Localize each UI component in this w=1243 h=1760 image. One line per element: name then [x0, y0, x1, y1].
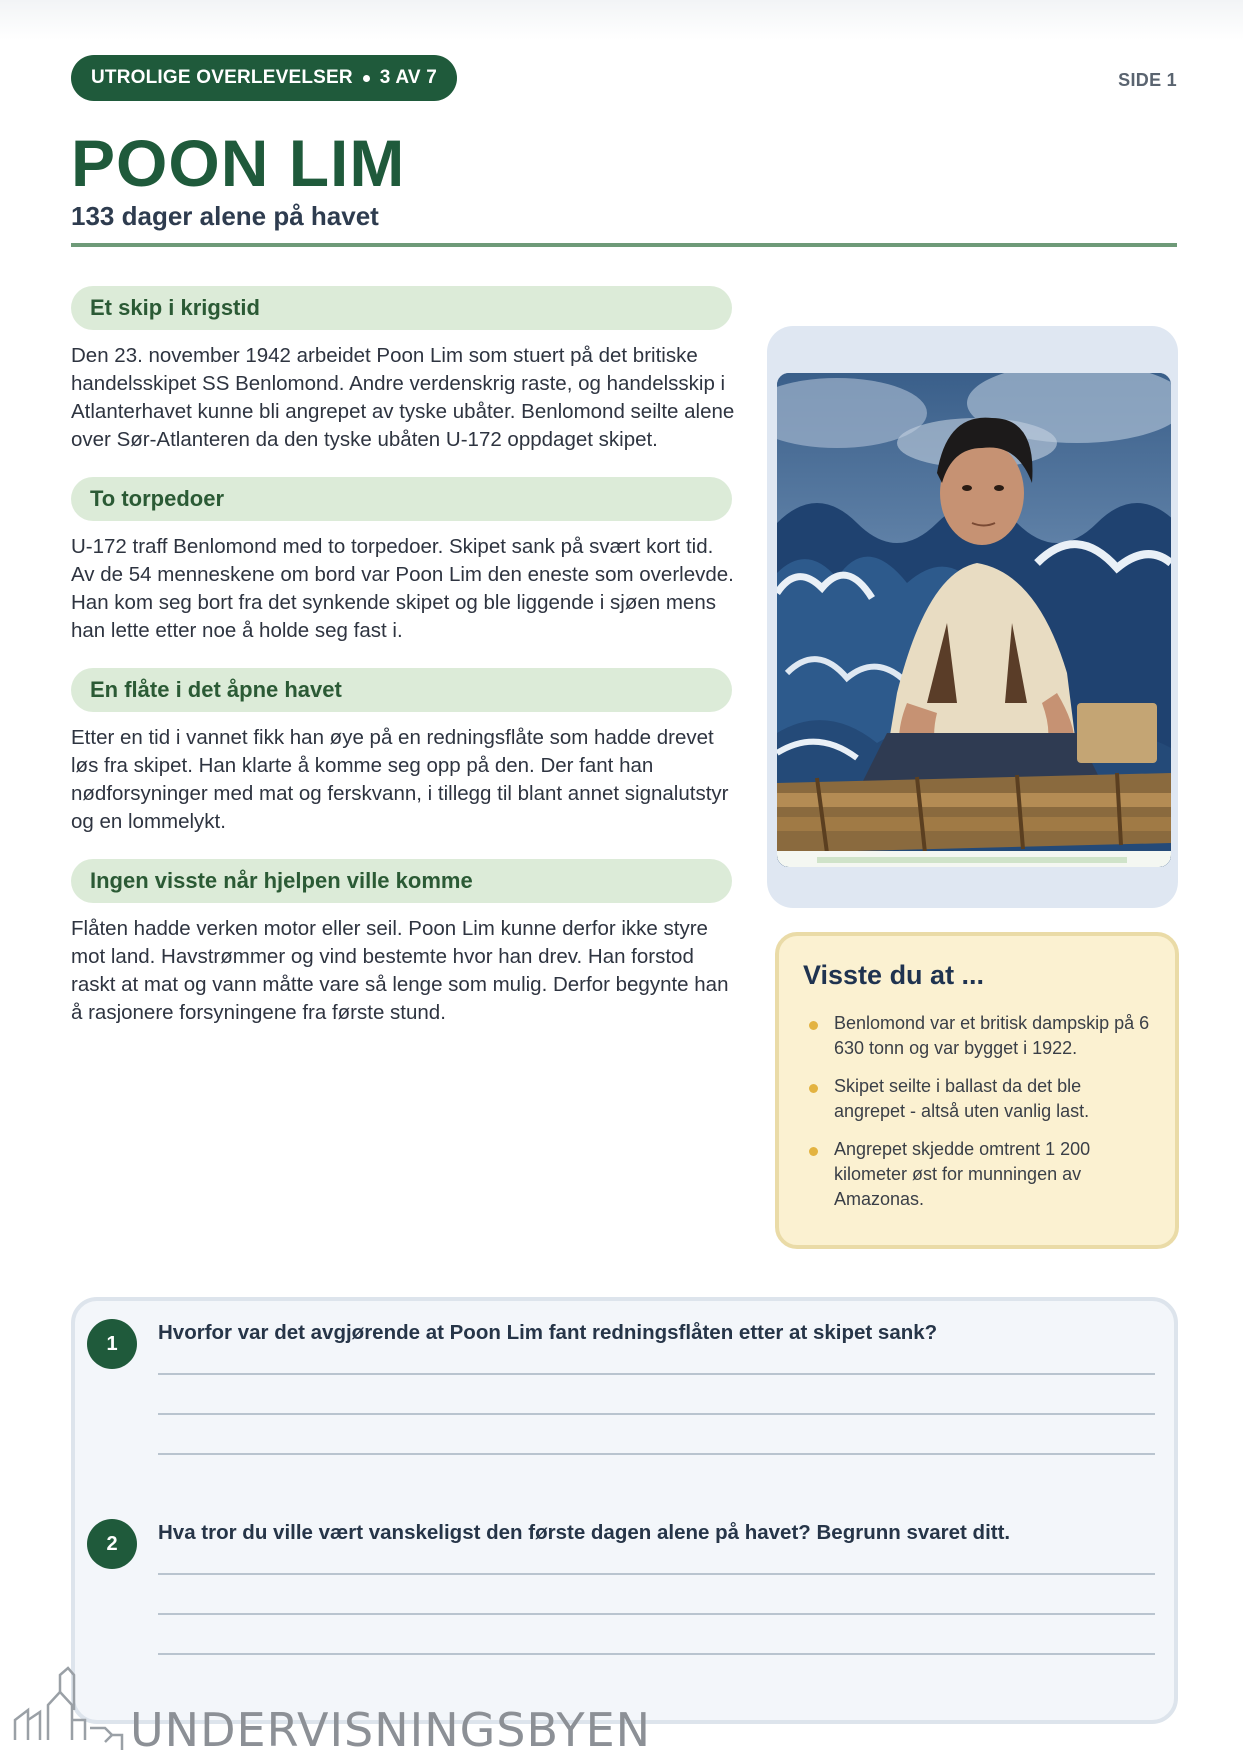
fact-box-title: Visste du at ...: [803, 960, 985, 990]
section-heading-text: Ingen visste når hjelpen ville komme: [90, 868, 473, 893]
page-title: POON LIM: [71, 126, 406, 200]
fact-box: [775, 932, 1179, 1249]
section-text-2: U-172 traff Benlomond med to torpedoer. Skipet sank på svært kort tid. Av de 54 menneskene om bord var Poon Lim den eneste som overlevde. Han kom seg bort fra det synkende skipet og ble liggende i sjøen mens han lette etter noe å holde seg fast i.: [71, 535, 734, 642]
section-text-3: Etter en tid i vannet fikk han øye på en redningsflåte som hadde drevet løs fra skipet. Han klarte å komme seg opp på den. Der fant han nødforsyninger med mat og ferskvann, i tillegg til blant annet signalutstyr og en lommelykt.: [71, 726, 729, 833]
brand-name: UNDERVISNINGSBYEN: [130, 1703, 652, 1757]
section-heading-1: [71, 286, 732, 330]
fact-item: Skipet seilte i ballast da det ble angrepet - altså uten vanlig last.: [803, 1074, 1151, 1124]
answer-line[interactable]: [158, 1373, 1155, 1375]
question-number-badge: 1: [87, 1319, 137, 1369]
illustration-svg: [777, 373, 1171, 867]
answer-line[interactable]: [158, 1453, 1155, 1455]
separator-dot-icon: [363, 75, 370, 82]
question-number-badge: 2: [87, 1519, 137, 1569]
page-number: SIDE 1: [1118, 70, 1177, 90]
series-label: UTROLIGE OVERLEVELSER: [91, 67, 353, 88]
section-text-1: Den 23. november 1942 arbeidet Poon Lim som stuert på det britiske handelsskipet SS Benlomond. Andre verdenskrig raste, og handelsskip i Atlanterhavet kunne bli angrepet av tyske ubåter. Benlomond seilte alene over Sør-Atlanteren da den tyske ubåten U-172 oppdaget skipet.: [71, 344, 735, 451]
fact-item: Benlomond var et britisk dampskip på 6 630 tonn og var bygget i 1922.: [803, 1011, 1151, 1061]
top-shade: [0, 0, 1243, 40]
page-subtitle: 133 dager alene på havet: [71, 201, 379, 231]
series-badge: [71, 55, 457, 101]
title-divider: [71, 243, 1177, 247]
answer-line[interactable]: [158, 1573, 1155, 1575]
illustration-castaway-on-raft: [777, 373, 1171, 867]
fact-item: Angrepet skjedde omtrent 1 200 kilometer øst for munningen av Amazonas.: [803, 1137, 1151, 1212]
section-heading-3: [71, 668, 732, 712]
section-heading-2: [71, 477, 732, 521]
series-part: 3 AV 7: [379, 67, 437, 88]
question-text-1: Hvorfor var det avgjørende at Poon Lim fant redningsflåten etter at skipet sank?: [158, 1321, 938, 1344]
answer-line[interactable]: [158, 1413, 1155, 1415]
question-text-2: Hva tror du ville vært vanskeligst den første dagen alene på havet? Begrunn svaret ditt.: [158, 1521, 1011, 1544]
section-heading-text: En flåte i det åpne havet: [90, 677, 342, 702]
section-text-4: Flåten hadde verken motor eller seil. Poon Lim kunne derfor ikke styre mot land. Havstrømmer og vind bestemte hvor han drev. Han forstod raskt at mat og vann måtte vare så lenge som mulig. Derfor begynte han å rasjonere forsyningene fra første stund.: [71, 917, 729, 1024]
answer-line[interactable]: [158, 1613, 1155, 1615]
section-heading-4: [71, 859, 732, 903]
section-heading-text: Et skip i krigstid: [90, 295, 260, 320]
section-heading-text: To torpedoer: [90, 486, 225, 511]
